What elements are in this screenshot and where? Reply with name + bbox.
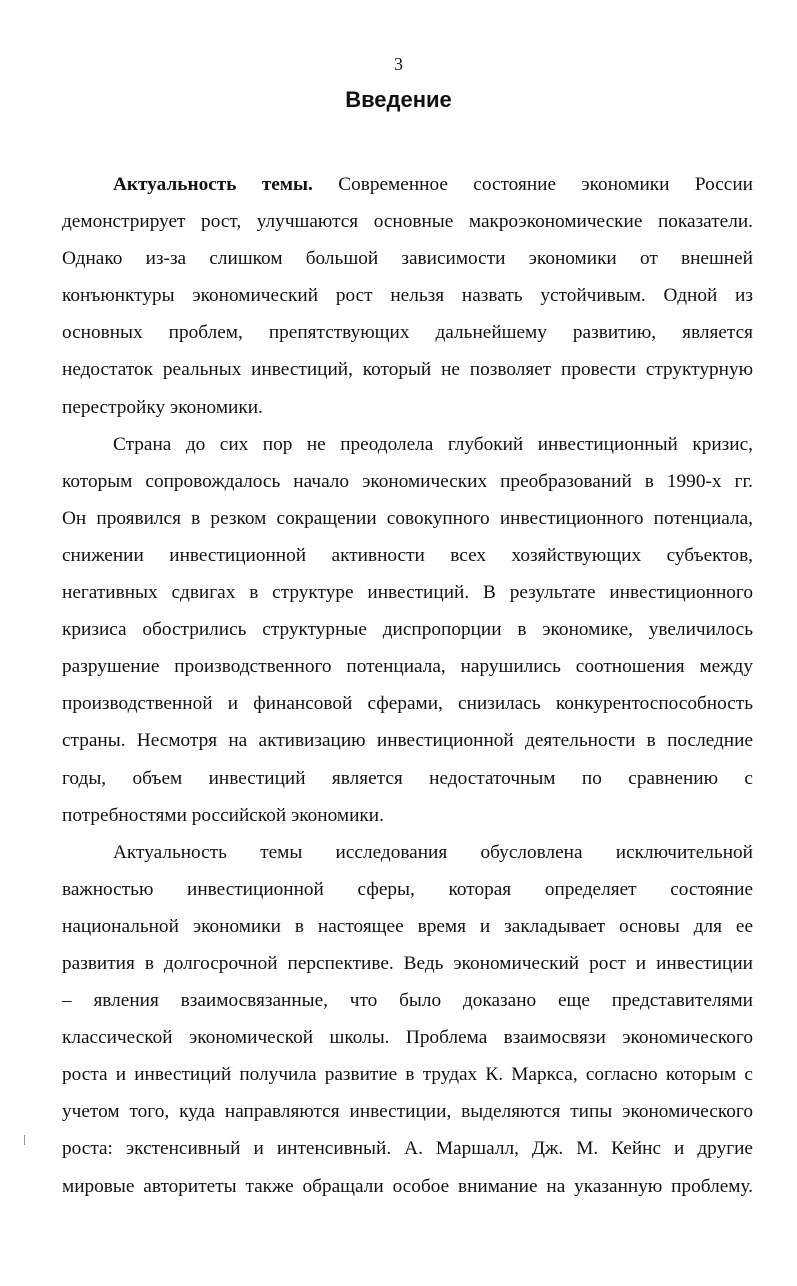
lead-heading: Актуальность темы. (113, 174, 313, 195)
text-line: роста и инвестиций получила развитие в трудах К. Маркса, согласно которым с (62, 1064, 753, 1086)
text-line: снижении инвестиционной активности всех хозяйствующих субъектов, (62, 544, 753, 566)
text-line: Актуальность темы. Современное состояние экономики России (113, 174, 753, 195)
text-line: разрушение производственного потенциала, нарушились соотношения между (62, 656, 753, 678)
text-line: производственной и финансовой сферами, снизилась конкурентоспособность (62, 693, 753, 715)
text-line: Страна до сих пор не преодолела глубокий инвестиционный кризис, (113, 433, 753, 455)
paragraph-3 (62, 834, 753, 1205)
text-line: негативных сдвигах в структуре инвестиций. В результате инвестиционного (62, 582, 753, 604)
text-line: годы, объем инвестиций является недостаточным по сравнению с (62, 767, 753, 789)
text-line: потребностями российской экономики. (62, 804, 384, 826)
text-line: Он проявился в резком сокращении совокупного инвестиционного потенциала, (62, 507, 753, 529)
text-line: классической экономической школы. Проблема взаимосвязи экономического (62, 1027, 753, 1049)
text-line: основных проблем, препятствующих дальнейшему развитию, является (62, 322, 753, 344)
text-line: кризиса обострились структурные диспропорции в экономике, увеличилось (62, 619, 753, 641)
page-title: Введение (345, 87, 452, 112)
text-line: Однако из-за слишком большой зависимости экономики от внешней (62, 248, 753, 270)
paragraph-2 (62, 426, 753, 834)
paragraph-1 (62, 166, 753, 426)
page-number: 3 (394, 54, 403, 74)
text-line: Актуальность темы исследования обусловлена исключительной (113, 841, 753, 863)
text-line: конъюнктуры экономический рост нельзя назвать устойчивым. Одной из (62, 285, 753, 307)
scan-margin-mark (24, 1135, 25, 1145)
text-line: перестройку экономики. (62, 396, 263, 418)
body-text (62, 166, 753, 1205)
text-line: страны. Несмотря на активизацию инвестиционной деятельности в последние (62, 730, 753, 752)
text-line: недостаток реальных инвестиций, который не позволяет провести структурную (62, 359, 753, 381)
text-line: – явления взаимосвязанные, что было доказано еще представителями (62, 990, 753, 1012)
text-line: демонстрирует рост, улучшаются основные макроэкономические показатели. (62, 211, 753, 233)
text-line: мировые авторитеты также обращали особое внимание на указанную проблему. (62, 1175, 753, 1197)
text-line: национальной экономики в настоящее время и закладывает основы для ее (62, 915, 753, 937)
text-line: учетом того, куда направляются инвестиции, выделяются типы экономического (62, 1101, 753, 1123)
text-line: развития в долгосрочной перспективе. Ведь экономический рост и инвестиции (62, 952, 753, 974)
text-line: роста: экстенсивный и интенсивный. А. Маршалл, Дж. М. Кейнс и другие (62, 1138, 753, 1160)
text-line: которым сопровождалось начало экономических преобразований в 1990-х гг. (62, 470, 753, 492)
text-line: важностью инвестиционной сферы, которая определяет состояние (62, 878, 753, 900)
